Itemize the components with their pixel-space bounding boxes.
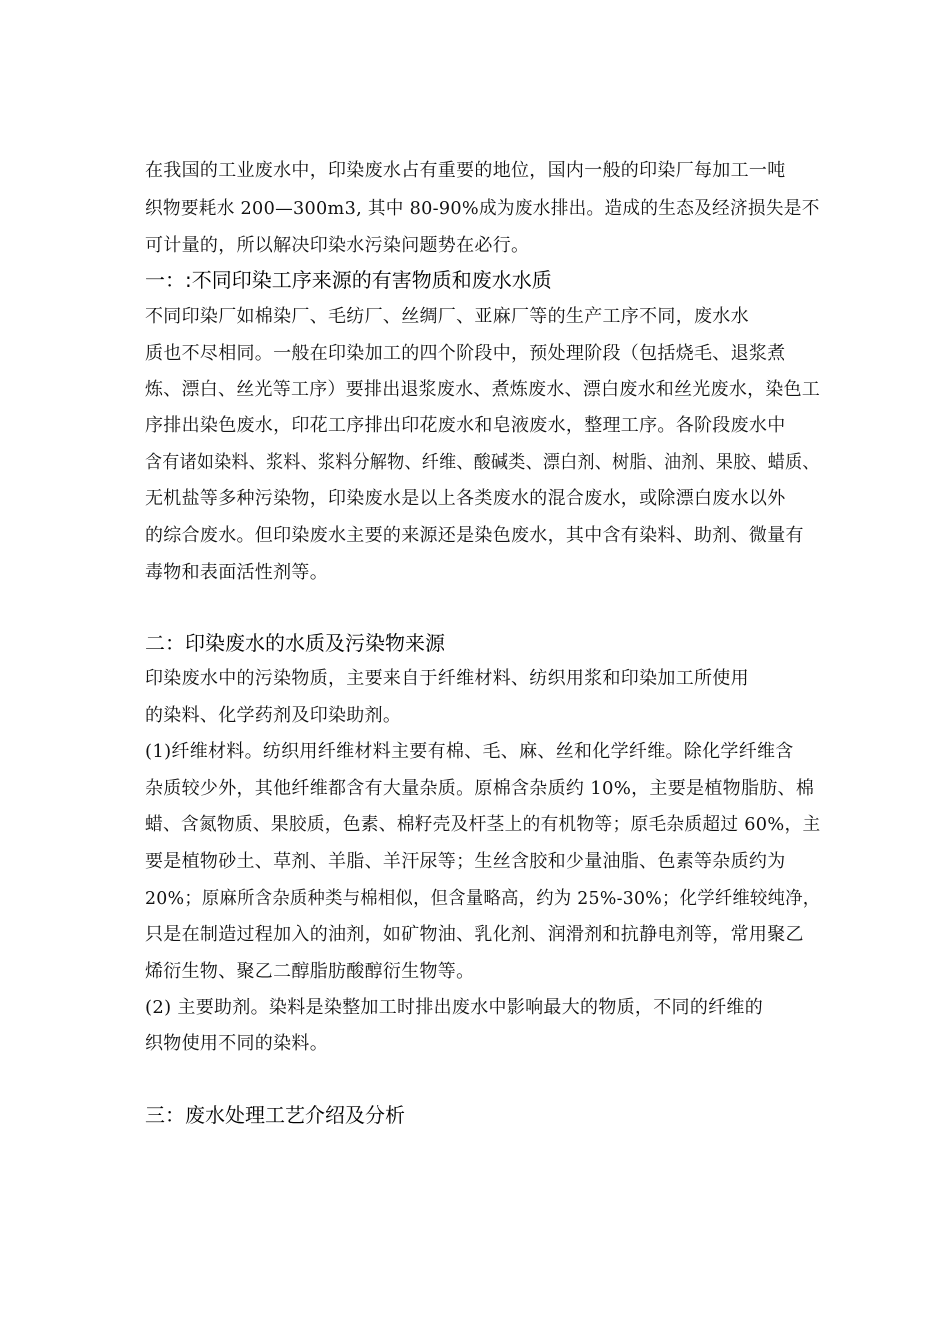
section2-line-1: 印染废水中的污染物质，主要来自于纤维材料、纺织用浆和印染加工所使用 — [145, 668, 749, 689]
section2-line-11: 织物使用不同的染料。 — [145, 1033, 328, 1054]
section2-line-5: 蜡、含氮物质、果胶质，色素、棉籽壳及杆茎上的有机物等；原毛杂质超过 60%，主 — [145, 814, 821, 835]
section2-line-6: 要是植物砂土、草剂、羊脂、羊汗尿等；生丝含胶和少量油脂、色素等杂质约为 — [145, 851, 786, 872]
section2-heading: 二：印染废水的水质及污染物来源 — [145, 631, 445, 655]
section2-line-8: 只是在制造过程加入的油剂，如矿物油、乳化剂、润滑剂和抗静电剂等，常用聚乙 — [145, 924, 804, 945]
section2-line-3: (1)纤维材料。纺织用纤维材料主要有棉、毛、麻、丝和化学纤维。除化学纤维含 — [145, 741, 794, 762]
intro-line-3: 可计量的，所以解决印染水污染问题势在必行。 — [145, 235, 530, 256]
intro-line-2: 织物要耗水 200—300m3, 其中 80-90%成为废水排出。造成的生态及经济损失是不 — [145, 198, 820, 219]
section1-line-4: 序排出染色废水，印花工序排出印花废水和皂液废水，整理工序。各阶段废水中 — [145, 415, 786, 436]
section2-line-7: 20%；原麻所含杂质种类与棉相似，但含量略高，约为 25%-30%；化学纤维较纯净， — [145, 888, 821, 909]
section1-line-6: 无机盐等多种污染物，印染废水是以上各类废水的混合废水，或除漂白废水以外 — [145, 488, 786, 509]
section1-line-2: 质也不尽相同。一般在印染加工的四个阶段中，预处理阶段（包括烧毛、退浆煮 — [145, 343, 786, 364]
section1-heading: 一：:不同印染工序来源的有害物质和废水水质 — [145, 268, 552, 292]
section3-heading: 三：废水处理工艺介绍及分析 — [145, 1103, 405, 1127]
section1-line-3: 炼、漂白、丝光等工序）要排出退浆废水、煮炼废水、漂白废水和丝光废水，染色工 — [145, 379, 821, 400]
section2-line-9: 烯衍生物、聚乙二醇脂肪酸醇衍生物等。 — [145, 961, 475, 982]
section1-line-5: 含有诸如染料、浆料、浆料分解物、纤维、酸碱类、漂白剂、树脂、油剂、果胶、蜡质、 — [145, 452, 820, 473]
section1-line-1: 不同印染厂如棉染厂、毛纺厂、丝绸厂、亚麻厂等的生产工序不同，废水水 — [145, 306, 749, 327]
section2-line-2: 的染料、化学药剂及印染助剂。 — [145, 705, 402, 726]
section2-line-4: 杂质较少外，其他纤维都含有大量杂质。原棉含杂质约 10%，主要是植物脂肪、棉 — [145, 778, 815, 799]
intro-line-1: 在我国的工业废水中，印染废水占有重要的地位，国内一般的印染厂每加工一吨 — [145, 160, 786, 181]
section2-line-10: (2) 主要助剂。染料是染整加工时排出废水中影响最大的物质，不同的纤维的 — [145, 997, 764, 1018]
section1-line-7: 的综合废水。但印染废水主要的来源还是染色废水，其中含有染料、助剂、微量有 — [145, 525, 804, 546]
section1-line-8: 毒物和表面活性剂等。 — [145, 562, 328, 583]
